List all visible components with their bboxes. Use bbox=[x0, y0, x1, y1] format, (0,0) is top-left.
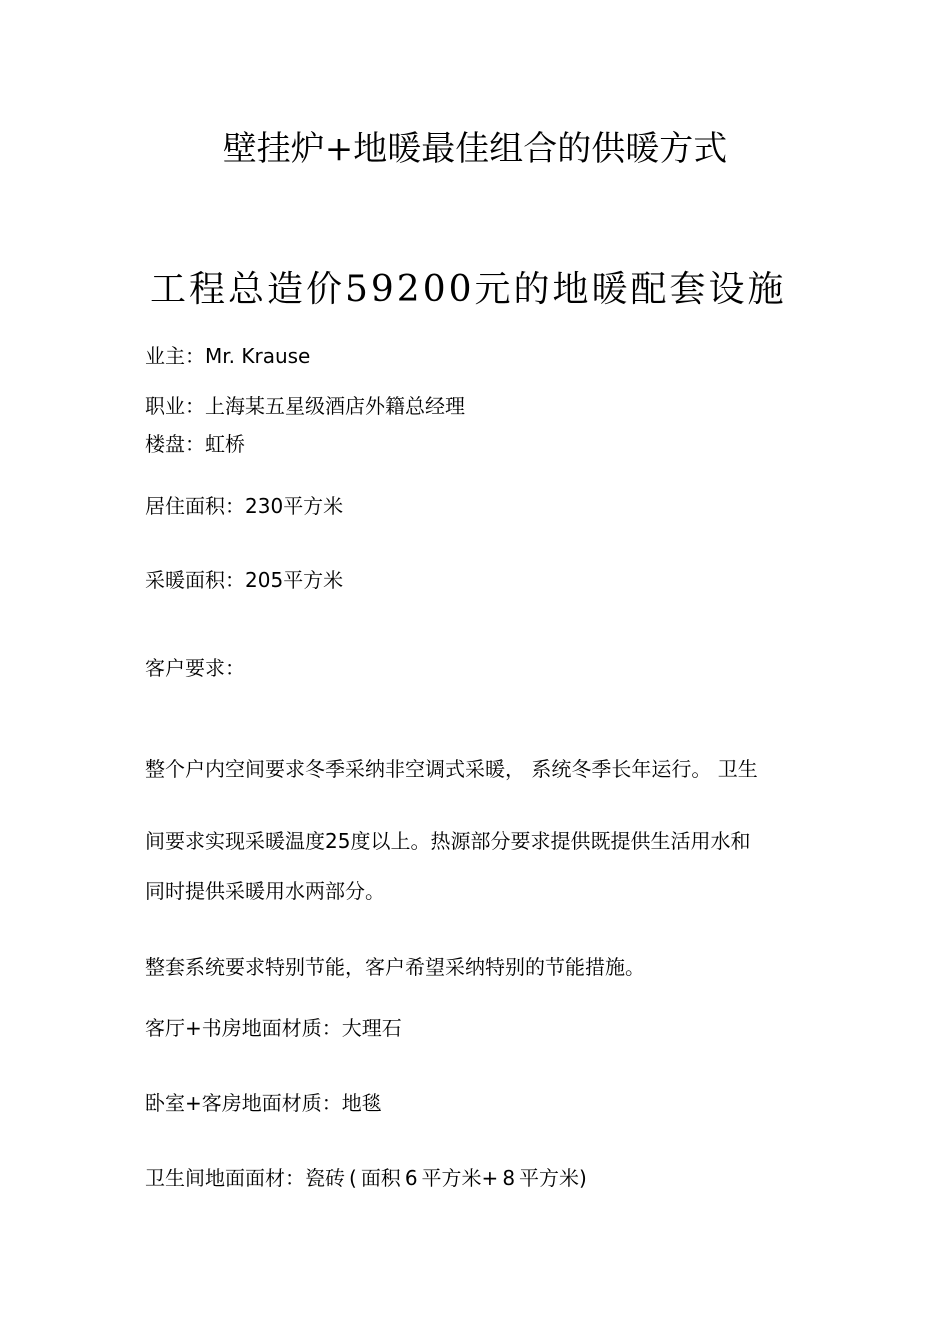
bath-area-1: 6 bbox=[404, 1166, 418, 1190]
living-room-material: 书房地面材质：大理石 bbox=[201, 1016, 402, 1040]
bathroom-material-text: 卫生间地面面材：瓷砖 bbox=[145, 1166, 345, 1190]
living-area-line bbox=[145, 492, 343, 520]
area-label: 面积 bbox=[360, 1166, 401, 1190]
owner-line bbox=[145, 342, 310, 370]
paren-open: ( bbox=[349, 1166, 357, 1190]
heating-area-line bbox=[145, 566, 343, 594]
document-title: 壁挂炉+地暖最佳组合的供暖方式 bbox=[222, 129, 728, 169]
unit-1: 平方米 bbox=[421, 1166, 482, 1190]
living-room-label: 客厅 bbox=[145, 1016, 185, 1040]
bathroom-material-line bbox=[145, 1164, 587, 1192]
bedroom-label: 卧室 bbox=[145, 1091, 185, 1115]
bedroom-material: 客房地面材质：地毯 bbox=[201, 1091, 382, 1115]
living-room-material-line bbox=[145, 1014, 402, 1042]
owner-value: Mr. Krause bbox=[205, 344, 311, 368]
heating-area-number: 205 bbox=[245, 568, 284, 592]
plus-sign: + bbox=[185, 1091, 202, 1115]
heating-area-unit: 平方米 bbox=[283, 568, 344, 592]
requirements-paragraph-line-1: 整个户内空间要求冬季采纳非空调式采暖， 系统冬季长年运行。 卫生 bbox=[145, 757, 758, 781]
occupation-line bbox=[145, 392, 465, 420]
occupation-value: 上海某五星级酒店外籍总经理 bbox=[205, 394, 465, 418]
bath-area-2: 8 bbox=[502, 1166, 516, 1190]
occupation-label: 职业： bbox=[145, 394, 205, 418]
owner-label: 业主： bbox=[145, 344, 205, 368]
paragraph-line-2-end: 度以上。热源部分要求提供既提供生活用水和 bbox=[350, 829, 751, 853]
requirements-paragraph-line-2 bbox=[145, 827, 750, 855]
estate-label: 楼盘： bbox=[145, 432, 205, 456]
document-subtitle: 工程总造价59200元的地暖配套设施 bbox=[150, 269, 787, 310]
bedroom-material-line bbox=[145, 1089, 382, 1117]
unit-2: 平方米 bbox=[519, 1166, 580, 1190]
estate-value: 虹桥 bbox=[205, 432, 245, 456]
living-area-number: 230 bbox=[245, 494, 284, 518]
plus-sign: + bbox=[185, 1016, 202, 1040]
energy-saving-line: 整套系统要求特别节能，客户希望采纳特别的节能措施。 bbox=[145, 955, 645, 979]
plus-sign: + bbox=[481, 1166, 499, 1190]
living-area-unit: 平方米 bbox=[283, 494, 344, 518]
estate-line bbox=[145, 430, 245, 458]
temperature-value: 25 bbox=[325, 829, 351, 853]
paragraph-line-2-start: 间要求实现采暖温度 bbox=[145, 829, 325, 853]
paren-close: ) bbox=[579, 1166, 587, 1190]
heating-area-label: 采暖面积： bbox=[145, 568, 245, 592]
requirements-paragraph-line-3: 同时提供采暖用水两部分。 bbox=[145, 879, 385, 903]
living-area-label: 居住面积： bbox=[145, 494, 245, 518]
requirements-label: 客户要求： bbox=[145, 656, 245, 680]
